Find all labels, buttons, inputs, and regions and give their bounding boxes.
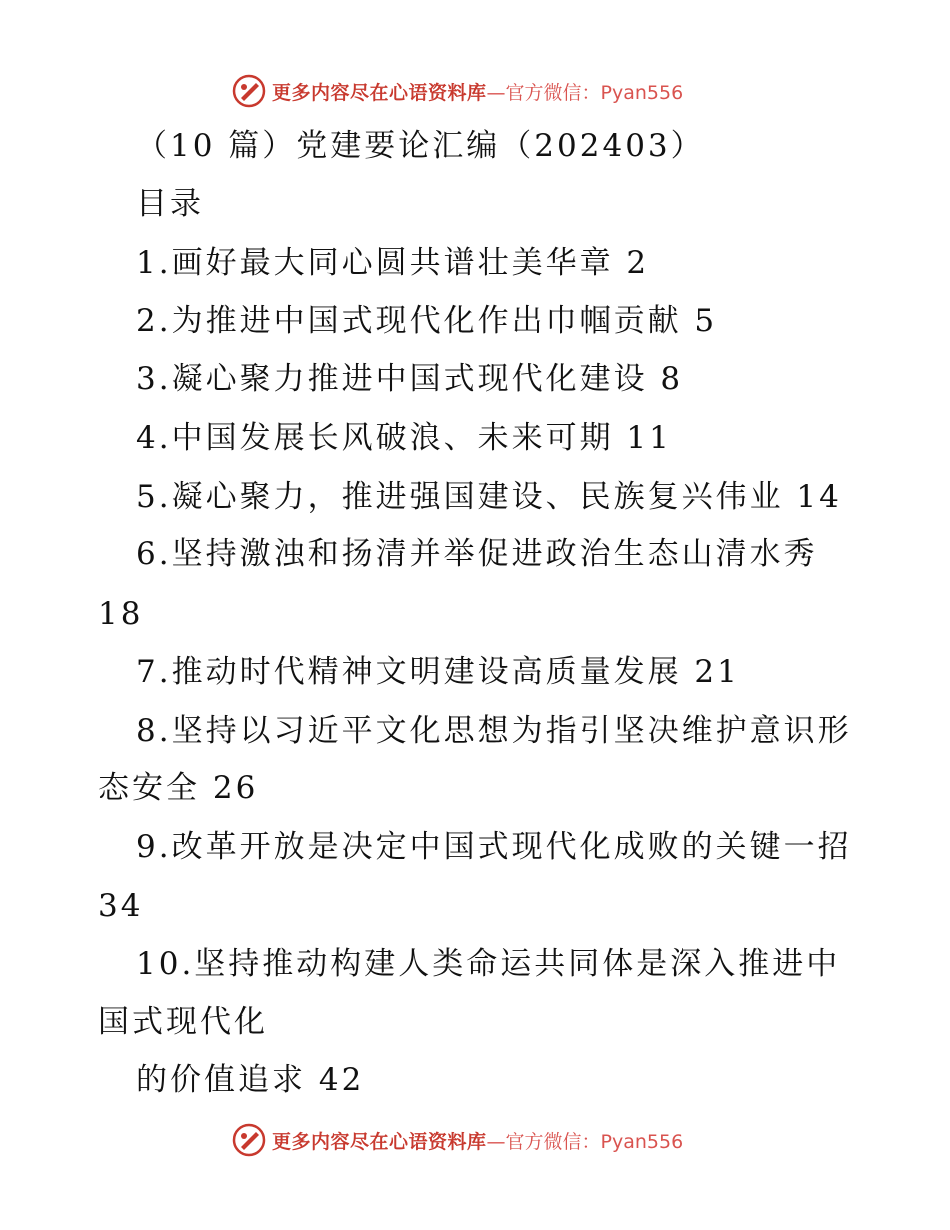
toc-entry-2: 2.为推进中国式现代化作出巾帼贡献 5 bbox=[136, 303, 718, 339]
toc-entry-8: 8.坚持以习近平文化思想为指引坚决维护意识形 bbox=[136, 713, 852, 749]
toc-entry-3: 3.凝心聚力推进中国式现代化建设 8 bbox=[136, 361, 684, 397]
document-title: （10 篇）党建要论汇编（202403） bbox=[136, 128, 705, 164]
toc-entry-9: 9.改革开放是决定中国式现代化成败的关键一招 bbox=[136, 829, 852, 865]
toc-entry-9-page: 34 bbox=[98, 888, 144, 924]
header-watermark bbox=[232, 73, 683, 109]
toc-entry-8-continued: 态安全 26 bbox=[98, 770, 259, 806]
toc-entry-4: 4.中国发展长风破浪、未来可期 11 bbox=[136, 420, 672, 456]
watermark-brand-text: 更多内容尽在心语资料库 bbox=[272, 81, 487, 104]
toc-entry-5: 5.凝心聚力，推进强国建设、民族复兴伟业 14 bbox=[136, 479, 842, 515]
toc-entry-10: 10.坚持推动构建人类命运共同体是深入推进中 bbox=[136, 946, 841, 982]
toc-entry-6-page: 18 bbox=[98, 596, 144, 632]
watermark-contact-text: —官方微信：Pyan556 bbox=[486, 1130, 684, 1153]
logo-icon bbox=[232, 1123, 266, 1157]
toc-entry-10-end: 的价值追求 42 bbox=[136, 1062, 365, 1098]
watermark-contact-text: —官方微信：Pyan556 bbox=[486, 81, 684, 104]
logo-icon bbox=[232, 74, 266, 108]
toc-entry-10-continued: 国式现代化 bbox=[98, 1004, 268, 1040]
toc-entry-6: 6.坚持激浊和扬清并举促进政治生态山清水秀 bbox=[136, 536, 818, 572]
toc-entry-1: 1.画好最大同心圆共谱壮美华章 2 bbox=[136, 245, 650, 281]
footer-watermark bbox=[232, 1122, 683, 1158]
watermark-brand-text: 更多内容尽在心语资料库 bbox=[272, 1130, 487, 1153]
toc-entry-7: 7.推动时代精神文明建设高质量发展 21 bbox=[136, 654, 740, 690]
toc-heading: 目录 bbox=[136, 186, 204, 222]
